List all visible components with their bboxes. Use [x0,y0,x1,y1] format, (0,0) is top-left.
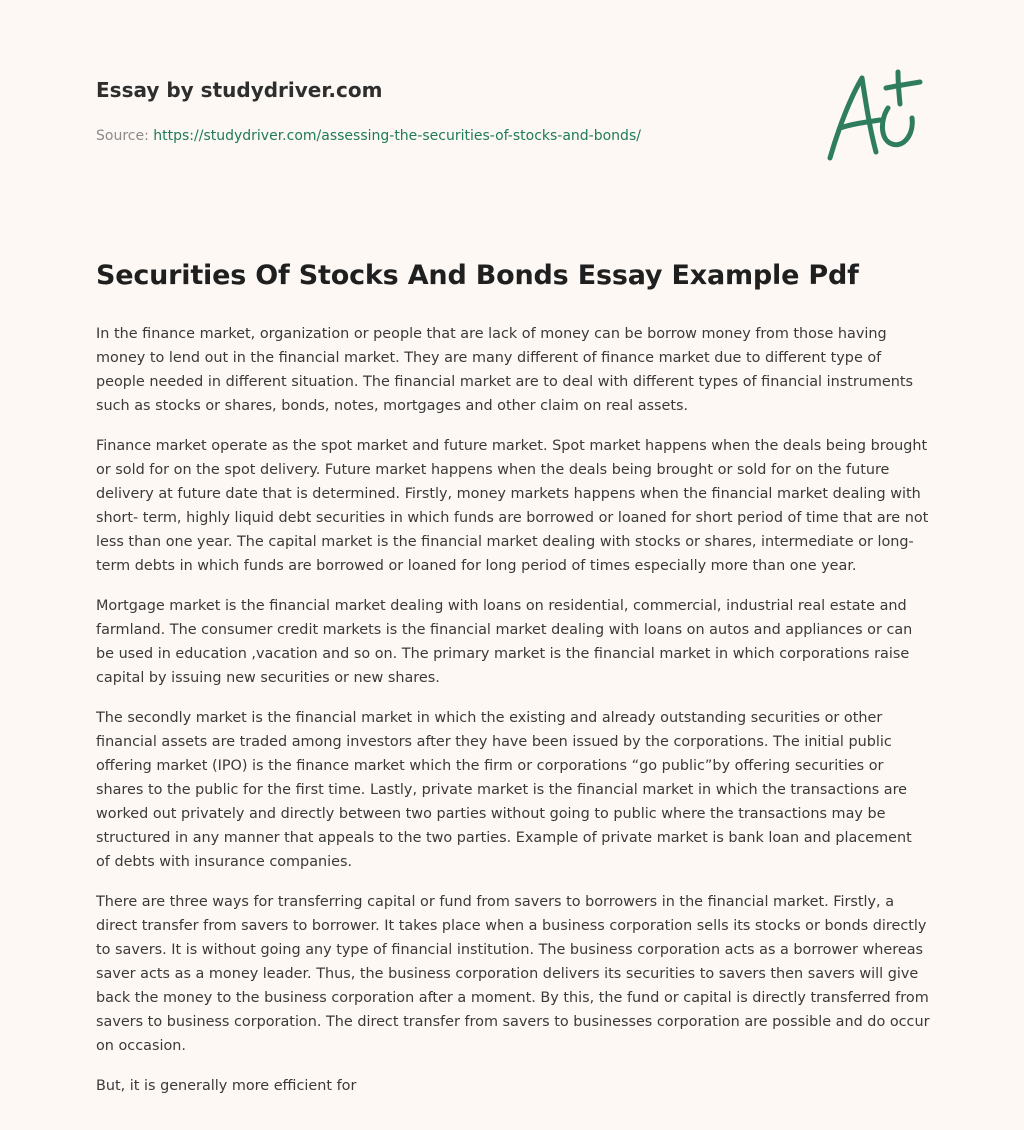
paragraph: Finance market operate as the spot market and future market. Spot market happens when the deals being brought or sold for on the spot delivery. Future market happens when the deals being brought or sold for on the future delivery at future date that is determined. Firstly, money markets happens when the financial market dealing with short- term, highly liquid debt securities in which funds are borrowed or loaned for short period of time that are not less than one year. The capital market is the financial market dealing with stocks or shares, intermediate or long-term debts in which funds are borrowed or loaned for long period of times especially more than one year. [96,438,929,574]
source-line [96,126,796,146]
paragraph: But, it is generally more efficient for [96,1078,357,1094]
essay-header [96,76,796,146]
paragraph: The secondly market is the financial market in which the existing and already outstanding securities or other financial assets are traded among investors after they have been issued by the corporations. The initial public offering market (IPO) is the finance market which the firm or corporations “go public”by offering securities or shares to the public for the first time. Lastly, private market is the financial market in which the transactions are worked out privately and directly between two parties without going to public where the transactions may be structured in any manner that appeals to the two parties. Example of private market is bank loan and placement of debts with insurance companies. [96,710,912,870]
a-plus-logo-icon [822,68,932,168]
paragraph: There are three ways for transferring capital or fund from savers to borrowers in the financial market. Firstly, a direct transfer from savers to borrower. It takes place when a business corporation sells its stocks or bonds directly to savers. It is without going any type of financial institution. The business corporation acts as a borrower whereas saver acts as a money leader. Thus, the business corporation delivers its securities to savers then savers will give back the money to the business corporation after a moment. By this, the fund or capital is directly transferred from savers to business corporation. The direct transfer from savers to businesses corporation are possible and do occur on occasion. [96,894,930,1054]
source-label: Source: [96,128,154,144]
paragraph: In the finance market, organization or people that are lack of money can be borrow money from those having money to lend out in the financial market. They are many different of finance market due to different type of people needed in different situation. The financial market are to deal with different types of financial instruments such as stocks or shares, bonds, notes, mortgages and other claim on real assets. [96,326,914,414]
site-title: Essay by studydriver.com [96,78,383,102]
source-link[interactable]: https://studydriver.com/assessing-the-securities-of-stocks-and-bonds/ [153,128,641,144]
page-title: Securities Of Stocks And Bonds Essay Example Pdf [96,260,859,291]
paragraph: Mortgage market is the financial market dealing with loans on residential, commercial, industrial real estate and farmland. The consumer credit markets is the financial market dealing with loans on autos and appliances or can be used in education ,vacation and so on. The primary market is the financial market in which corporations raise capital by issuing new securities or new shares. [96,598,913,686]
essay-body [96,258,930,1114]
